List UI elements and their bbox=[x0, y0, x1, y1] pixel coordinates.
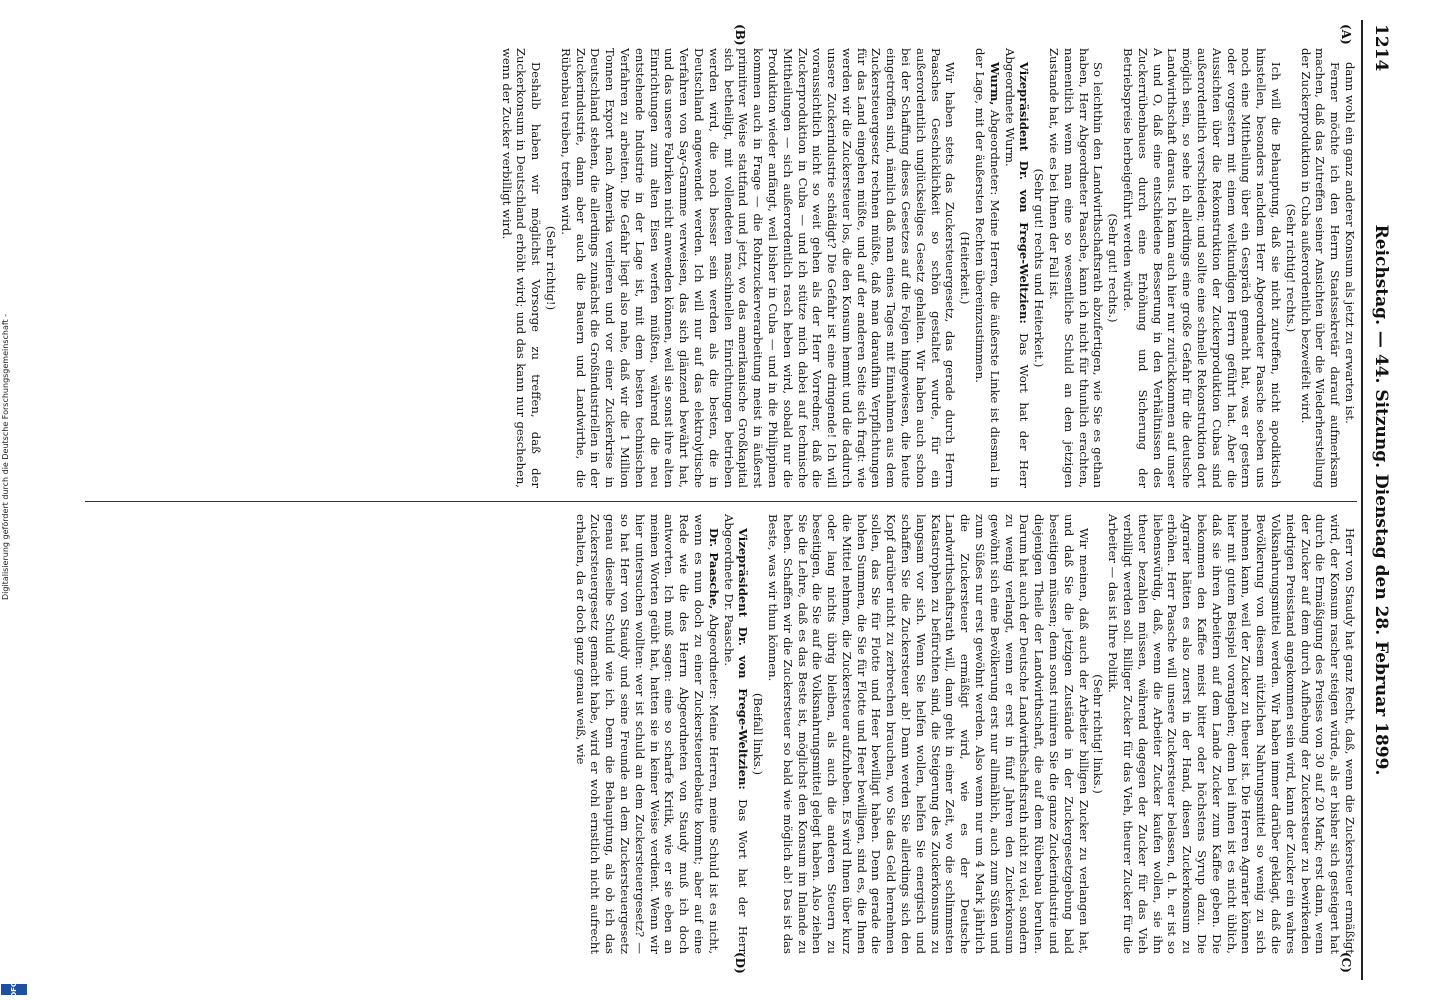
text-paragraph: So leichthin den Landwirthschaftsrath abzufertigen, wie Sie es gethan haben, Herr Abgeordneter Paasche, kann ich nicht für thunlich erachten, namentlich wenn man eine so wesentliche Schuld an dem jetzigen Zustande hat, wie es bei Ihnen der Fall ist. bbox=[1047, 48, 1106, 488]
dfg-logo-icon: DFG bbox=[1, 984, 27, 995]
text-paragraph bbox=[573, 514, 721, 954]
text-paragraph: Deshalb haben wir möglichst Vorsorge zu treffen, daß der Zuckerkonsum in Deutschland erhöht wird; und das kann nur geschehen, wenn der Zucker verbilligt wird. bbox=[499, 48, 544, 488]
column-divider bbox=[85, 501, 1357, 502]
margin-marker-b: (B) bbox=[733, 24, 747, 46]
margin-marker-d: (D) bbox=[733, 952, 747, 974]
margin-marker-c: (C) bbox=[1339, 952, 1353, 973]
interjection-remark: (Sehr richtig! links.) bbox=[1091, 674, 1106, 794]
rotated-document-page bbox=[77, 20, 1397, 980]
interjection-remark: (Heiterkeit.) bbox=[958, 231, 973, 305]
interjection-remark: (Sehr gut! rechts.) bbox=[1106, 213, 1121, 323]
text-paragraph: Wir haben stets das Zuckersteuergesetz, das gerade durch Herrn Paasches Geschicklichkeit so schön gestaltet wurde, für ein außerordentlich unglückseliges Gesetz gehalten. Wir haben auch schon bei der Schaffung dieses Gesetzes auf die Folgen hingewiesen, die heute eingetroffen sind, nämlich daß man eines Tages mit Einnahmen aus dem Zuckersteuergesetz rechnen müßte, daß man daraufhin Verpflichtungen für das Land eingehen müßte, und auf der anderen Seite sich fragt: wie werden wir die Zuckersteuer los, die den Konsum hemmt und die dadurch unsere Zuckerindustrie schädigt? Die Gefahr ist eine dringende! Ich will voraussichtlich nicht so weit gehen als der Herr Vorredner, daß die Zuckerproduktion in Cuba — und ich stütze mich dabei auf technische Mittheilungen — sich außerordentlich rasch heben wird, sobald nur die Produktion wieder anfängt, weil bisher in Cuba — und in die Philippinen kommen auch in Frage — die Rohrzuckerverarbeitung meist in äußerst primitiver Weise stattfand und jetzt, wo das amerikanische Großkapital sich betheiligt, mit vollendeten maschinellen Einrichtungen betrieben werden wird, die noch besser sein werden als die besten, die in Deutschland angewendet werden. Ich will nur auf das elektrolytische Verfahren von Say-Gramme verweisen, das sich glänzend bewährt hat, und das unsere Fabriken nicht anwenden können, weil sie sonst ihre alten Einrichtungen zum alten Eisen werfen müßten, während die neu entstehende Industrie in der Lage ist, mit dem besten technischen Verfahren zu arbeiten. Die Gefahr liegt also nahe, daß wir die 1 Million Tonnen Export nach Amerika verlieren und vor einer Zuckerkrise in Deutschland stehen, die allerdings zunächst die Großindustriellen in der Zuckerindustrie, dann aber auch die Bauern und Landwirthe, die Rübenbau treiben, treffen wird. bbox=[558, 48, 958, 488]
left-text-column bbox=[499, 48, 1357, 488]
text-paragraph: Wir meinen, daß auch der Arbeiter billigen Zucker zu verlangen hat, und daß Sie die jetzigen Zustände in der Zuckergesetzgebung bald beseitigen müssen; denn sonst ruiniren Sie die ganze Zuckerindustrie und diejenigen Theile der Landwirthschaft, die auf dem Rübenbau beruhen. Darum hat auch der Deutsche Landwirthschaftsrath nicht zu viel, sondern zu wenig verlangt, wenn er erst in fünf Jahren den Zuckerkonsum gewöhnt sich eine Bevölkerung erst nur allmählich, auch zum Süßen und zum Süßes nur erst gewöhnt werden. Also wenn nur um 4 Mark jährlich die Zuckersteuer ermäßigt wird, wie es der Deutsche Landwirthschaftsrath will, dann geht in einer Zeit, wo die schlimmsten Katastrophen zu befürchten sind, die Steigerung des Zuckerkonsums zu langsam vor sich. Wenn Sie helfen wollen, helfen Sie energisch und schaffen Sie die Zuckersteuer ab! Dann werden Sie allerdings sich den Kopf darüber nicht zu zerbrechen brauchen, wo Sie das Geld hernehmen sollen, das Sie für Flotte und Heer bewilligt haben. Denn gerade die hohen Summen, die Sie für Flotte und Heer bewilligen, sind es, die Ihnen die Mittel nehmen, die Zuckersteuer aufzuheben. Es wird Ihnen über kurz oder lang nichts übrig bleiben, als auch die anderen Steuern zu beseitigen, die Sie auf die Volksnahrungsmittel gelegt haben. Also ziehen Sie die Lehre, daß es das Beste ist, möglichst den Konsum im Inlande zu heben. Schaffen wir die Zuckersteuer so bald wie möglich ab! Das ist das Beste, was wir thun können. bbox=[765, 514, 1091, 954]
right-text-column bbox=[573, 514, 1357, 954]
digitization-credit: Digitalisierung gefördert durch die Deutsche Forschungsgemeinschaft - bbox=[1, 313, 10, 600]
interjection-remark: (Sehr richtig! rechts.) bbox=[1283, 203, 1298, 333]
text-paragraph: Ferner möchte ich den Herrn Staatssekretär darauf aufmerksam machen, daß das Zutreffen seiner Ansichten über die Wiederherstellung der Zuckerproduktion in Cuba außerordentlich bezweifelt wird. bbox=[1298, 48, 1343, 488]
page-title: Reichstag. — 44. Sitzung. Dienstag den 28. Februar 1899. bbox=[1371, 224, 1391, 776]
interjection-remark: (Sehr richtig!) bbox=[543, 225, 558, 311]
text-paragraph: Herr von Staudy hat ganz Recht, daß, wenn die Zuckersteuer ermäßigt wird, der Konsum rascher steigen würde, als er bisher sich gesteigert hat durch die Ermäßigung des Preises von 30 auf 20 Mark; erst dann, wenn der Zucker auf dem durch Aufhebung der Zuckersteuer zu bewirkenden niedrigen Preisstand angekommen sein wird, kann der Zucker ein wahres Volksnahrungsmittel werden. Wir haben immer darüber geklagt, daß die Bevölkerung von diesem nützlichen Nahrungsmittel so wenig zu sich nehmen kann, weil der Zucker zu theuer ist. Die Herren Agrarier können hier mit gutem Beispiel vorangehen; denn bei ihnen ist es nicht üblich, daß sie ihren Arbeitern auf dem Lande Zucker zum Kaffee geben. Die bekommen den Kaffee meist bitter oder höchstens Syrup dazu. Die Agrarier hätten es also zuerst in der Hand, diesen Zuckerkonsum zu erhöhen. Herr Paasche will unsere Zuckersteuer belassen, d. h. er ist so liebenswürdig, daß, wenn die Arbeiter Zucker kaufen wollen, sie ihn theuer bezahlen müssen, während dagegen der Zucker für das Vieh verbilligt werden soll. Billiger Zucker für das Vieh, theurer Zucker für die Arbeiter — das ist Ihre Politik. bbox=[1106, 514, 1357, 954]
page-header bbox=[1361, 20, 1397, 980]
text-paragraph: dann wohl ein ganz anderer Konsum als jetzt zu erwarten ist. bbox=[1343, 62, 1357, 424]
speaker-name: Vizepräsident Dr. von Frege-Weltzien: bbox=[736, 528, 751, 790]
text-paragraph bbox=[721, 514, 751, 954]
text-paragraph: Ich will die Behauptung, daß sie nicht zutreffen, nicht apodiktisch hinstellen, besonders nachdem Herr Abgeordneter Paasche soeben uns noch eine Mittheilung über ein Gespräch gemacht hat, was er gestern oder vorgestern mit einem weltkundigen Herrn geführt hat. Aber die Aussichten über die Rekonstruktion der Zuckerproduktion Cubas sind außerordentlich verschieden; und sollte eine schnelle Rekonstruktion dort möglich sein, so sehe ich allerdings eine große Gefahr für die deutsche Landwirthschaft daraus. Ich kann auch hier nur zurückkommen auf unser A und O, daß eine entschiedene Besserung in den Verhältnissen des Zuckerrübenbaues durch eine Erhöhung und Sicherung der Betriebspreise herbeigeführt werden würde. bbox=[1121, 48, 1284, 488]
speech-text: Abgeordneter: Meine Herren, die äußerste Linke ist diesmal in der Lage, mit der äußersten Rechten übereinzustimmen. bbox=[973, 48, 1002, 488]
speaker-name: Dr. Paasche, bbox=[706, 528, 721, 610]
speaker-name: Vizepräsident Dr. von Frege-Weltzien: bbox=[1017, 62, 1032, 324]
speech-text: Das Wort hat der Herr Abgeordnete Wurm. bbox=[1002, 48, 1032, 488]
page-number: 1214 bbox=[1371, 24, 1391, 72]
margin-marker-a: (A) bbox=[1339, 24, 1353, 45]
speaker-name: Wurm, bbox=[987, 62, 1002, 106]
interjection-remark: (Beifall links.) bbox=[751, 693, 766, 775]
speech-text: Das Wort hat der Herr Abgeordnete Dr. Paasche. bbox=[721, 514, 751, 954]
interjection-remark: (Sehr gut! rechts und Heiterkeit.) bbox=[1032, 168, 1047, 368]
speech-text: Abgeordneter: Meine Herren, meine Schuld ist es nicht, wenn es nun doch zu einer Zuckersteuerdebatte kommt; aber auf eine Rede wie die des Herrn Abgeordneten von Staudy muß ich doch antworten. Ich muß sagen: eine so scharfe Kritik, wie er sie eben an meinen Worten geübt hat, hatten sie in keiner Weise verdient. Wenn wir hier untersuchen wollten: wer ist schuld an dem Zuckersteuergesetz? — so hat Herr von Staudy und seine Freunde an dem Zuckersteuergesetz genau dieselbe Schuld wie ich. Denn die Behauptung, als ob ich das Zuckersteuergesetz gemacht habe, wird er wohl ernstlich nicht aufrecht erhalten, da er doch ganz genau weiß, wie bbox=[573, 514, 721, 954]
text-paragraph bbox=[972, 48, 1002, 488]
text-paragraph bbox=[1002, 48, 1032, 488]
